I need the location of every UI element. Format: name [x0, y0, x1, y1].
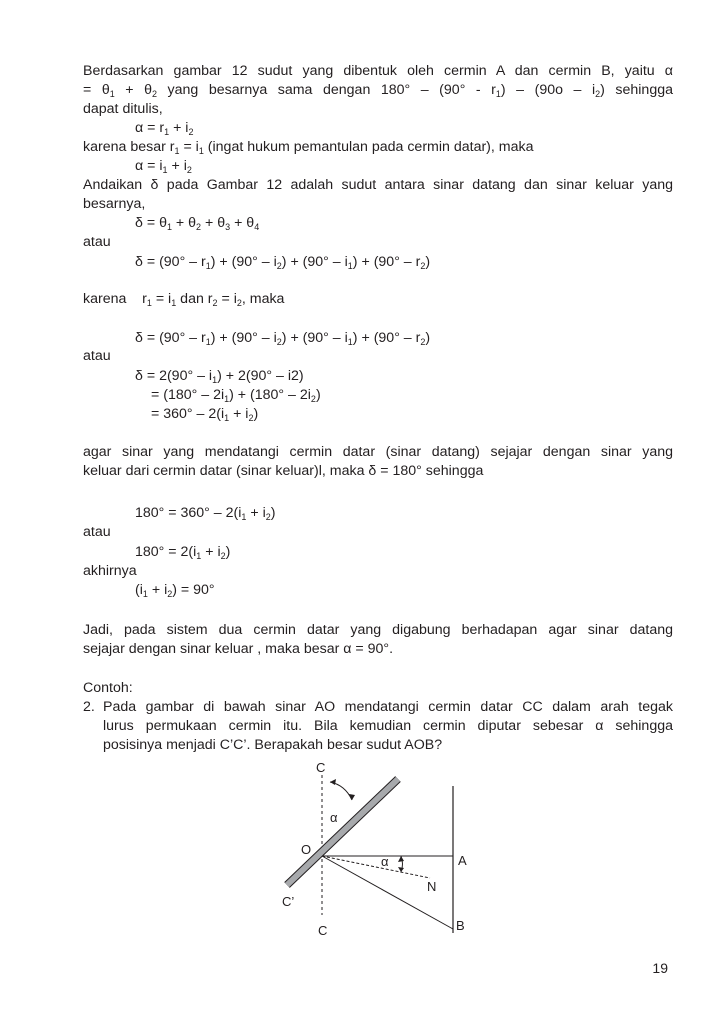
angle-arc-top: [330, 782, 352, 800]
label-c-top: C: [316, 760, 326, 775]
text-line: lurus permukaan cermin itu. Bila kemudian cermin diputar sebesar α sehingga: [103, 718, 673, 734]
text-line: agar sinar yang mendatangi cermin datar (sinar datang) sejajar dengan sinar yang: [83, 444, 673, 460]
text-line: Berdasarkan gambar 12 sudut yang dibentuk oleh cermin A dan cermin B, yaitu α: [83, 63, 673, 79]
equation: = $(180^\circ - 2i_1) + (180^\circ - 2i_2)$: [151, 387, 321, 404]
equation: $180^\circ = 2(i_1 + i_2)$: [135, 544, 231, 561]
equation: $(i_1 + i_2) = 90^\circ$: [135, 582, 215, 599]
text-line: akhirnya: [83, 563, 137, 579]
text-line: Pada gambar di bawah sinar AO mendatangi cermin datar CC dalam arah tegak: [103, 699, 673, 715]
text-line: atau: [83, 524, 111, 540]
list-number: 2.: [83, 699, 95, 715]
label-c-prime: C’: [282, 894, 295, 909]
normal-on: [322, 856, 430, 878]
text-line: karena besar $r_1 = i_1$ (ingat hukum pemantulan pada cermin datar), maka: [83, 139, 534, 156]
text-line: atau: [83, 348, 111, 364]
text-line: = $\theta_1 + \theta_2$ yang besarnya sama dengan $180^\circ - (90^\circ - r_1) - (90o - i_2)$ sehingga: [83, 82, 673, 99]
text-line: posisinya menjadi C’C’. Berapakah besar sudut AOB?: [103, 737, 443, 753]
equation: $\delta = 2(90^\circ - i_1) + 2(90^\circ - i2)$: [135, 368, 304, 385]
text-line: atau: [83, 234, 111, 250]
text-line: Contoh:: [83, 680, 133, 696]
equation: = $360^\circ - 2(i_1 + i_2)$: [151, 406, 259, 423]
text-line: keluar dari cermin datar (sinar keluar)l, maka δ = 180° sehingga: [83, 463, 484, 479]
page-number: 19: [652, 960, 668, 976]
text-line: karena $r_1 = i_1$ dan $r_2 = i_2$, maka: [83, 291, 285, 308]
text-line: sejajar dengan sinar keluar , maka besar α = 90°.: [83, 641, 394, 657]
label-alpha-top: α: [330, 810, 338, 825]
text-line: Andaikan δ pada Gambar 12 adalah sudut antara sinar datang dan sinar keluar yang: [83, 177, 673, 193]
label-n: N: [427, 879, 437, 894]
arrowhead: [398, 867, 404, 872]
equation: $\alpha = i_1 + i_2$: [135, 158, 192, 175]
mirror-diagram: [270, 758, 490, 943]
text-line: dapat ditulis,: [83, 101, 163, 117]
arrowhead: [398, 856, 404, 862]
label-c-bottom: C: [318, 923, 328, 938]
text-line: besarnya,: [83, 196, 146, 212]
label-a: A: [458, 853, 467, 868]
label-b: B: [456, 918, 465, 933]
equation: $\delta = (90^\circ - r_1) + (90^\circ - i_2) + (90^\circ - i_1) + (90^\circ - r_2)$: [135, 254, 431, 271]
text-line: Jadi, pada sistem dua cermin datar yang digabung berhadapan agar sinar datang: [83, 622, 673, 638]
equation: $\delta = \theta_1 + \theta_2 + \theta_3 + \theta_4$: [135, 215, 260, 232]
label-o: O: [301, 842, 312, 857]
mirror: [287, 779, 398, 885]
equation: $\alpha = r_1 + i_2$: [135, 120, 194, 137]
equation: $\delta = (90^\circ - r_1) + (90^\circ - i_2) + (90^\circ - i_1) + (90^\circ - r_2)$: [135, 330, 431, 347]
label-alpha-bottom: α: [381, 854, 389, 869]
arrowhead: [330, 779, 336, 785]
equation: $180^\circ = 360^\circ - 2(i_1 + i_2)$: [135, 505, 276, 522]
